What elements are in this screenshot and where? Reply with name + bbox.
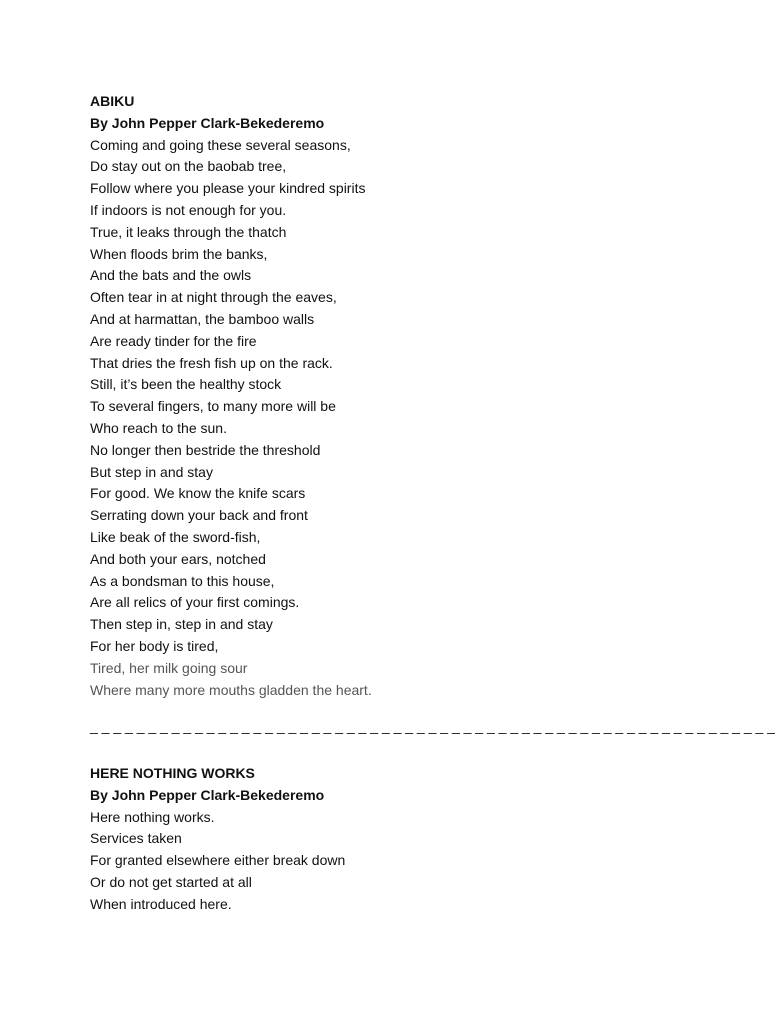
- poem-line: When floods brim the banks,: [90, 245, 268, 262]
- poem-line: As a bondsman to this house,: [90, 572, 275, 589]
- poem-line: Follow where you please your kindred spirits: [90, 180, 366, 197]
- poem-line: Often tear in at night through the eaves,: [90, 289, 337, 306]
- poem-line: Here nothing works.: [90, 808, 215, 825]
- poem-abiku: [90, 91, 690, 701]
- poem-line: If indoors is not enough for you.: [90, 201, 287, 218]
- poem-line: Like beak of the sword-fish,: [90, 528, 261, 545]
- poem-line: Or do not get started at all: [90, 873, 252, 890]
- poem-line: Are ready tinder for the fire: [90, 332, 257, 349]
- poem-line: No longer then bestride the threshold: [90, 441, 321, 458]
- poem-author: By John Pepper Clark-Bekederemo: [90, 786, 325, 803]
- poem-author: By John Pepper Clark-Bekederemo: [90, 114, 325, 131]
- poem-line: Still, it’s been the healthy stock: [90, 376, 282, 393]
- poem-line: Do stay out on the baobab tree,: [90, 158, 287, 175]
- poem-line: Then step in, step in and stay: [90, 616, 273, 633]
- poem-line: Are all relics of your first comings.: [90, 594, 300, 611]
- poem-line: And the bats and the owls: [90, 267, 252, 284]
- poem-line: For her body is tired,: [90, 637, 219, 654]
- poem-line: And both your ears, notched: [90, 550, 266, 567]
- poem-title: ABIKU: [90, 93, 135, 109]
- poem-line: For granted elsewhere either break down: [90, 852, 346, 869]
- poem-line: When introduced here.: [90, 895, 232, 912]
- poem-line: Serrating down your back and front: [90, 507, 308, 524]
- poem-line: And at harmattan, the bamboo walls: [90, 310, 315, 327]
- poem-line: Who reach to the sun.: [90, 419, 227, 436]
- section-separator: _ _ _ _ _ _ _ _ _ _ _ _ _ _ _ _ _ _ _ _ _ _ _ _ _ _ _ _ _ _ _ _ _ _ _ _ _ _ _ _ _ _ _ _ _ _ _ _ _ _ _ _ _ _ _ _ _ _ _: [90, 718, 775, 734]
- poem-line: But step in and stay: [90, 463, 213, 480]
- poem-line: Services taken: [90, 830, 182, 847]
- poem-line: That dries the fresh fish up on the rack.: [90, 354, 333, 371]
- poem-line: Coming and going these several seasons,: [90, 136, 351, 153]
- poem-line: True, it leaks through the thatch: [90, 223, 287, 240]
- poem-line: Tired, her milk going sour: [90, 659, 248, 676]
- poem-line: Where many more mouths gladden the heart.: [90, 681, 372, 698]
- poem-here-nothing-works: [90, 763, 690, 916]
- poem-line: To several fingers, to many more will be: [90, 398, 336, 415]
- poem-line: For good. We know the knife scars: [90, 485, 306, 502]
- poem-title: HERE NOTHING WORKS: [90, 765, 255, 781]
